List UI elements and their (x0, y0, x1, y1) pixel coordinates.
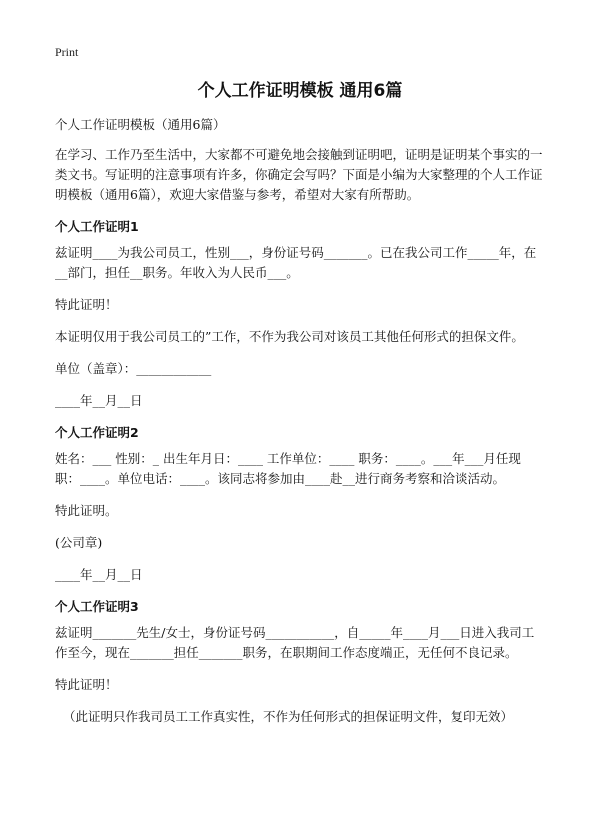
section-2-stamp: (公司章) (55, 535, 103, 550)
section-2-body: 姓名：___ 性别：_ 出生年月日：____ 工作单位：____ 职务：____。___年___月任现职：____。单位电话：____。该同志将参加由____赴__进行商务考察和洽谈活动。 (55, 451, 521, 486)
section-1-disclaimer: 本证明仅用于我公司员工的”工作，不作为我公司对该员工其他任何形式的担保文件。 (55, 329, 524, 344)
section-3-final: （此证明只作我司员工工作真实性，不作为任何形式的担保证明文件，复印无效） (63, 709, 514, 724)
section-3-heading: 个人工作证明3 (55, 599, 139, 614)
page-title: 个人工作证明模板 通用6篇 (197, 81, 403, 101)
doc-subtitle: 个人工作证明模板（通用6篇） (55, 117, 226, 132)
section-1-unit: 单位（盖章）：____________ (55, 361, 212, 376)
intro-paragraph: 在学习、工作乃至生活中，大家都不可避免地会接触到证明吧，证明是证明某个事实的一类文书。写证明的注意事项有许多，你确定会写吗？下面是小编为大家整理的个人工作证明模板（通用6篇），欢迎大家借鉴与参考，希望对大家有所帮助。 (55, 147, 543, 202)
section-3-note: 特此证明！ (55, 677, 118, 692)
document-page (55, 76, 545, 727)
section-1-note: 特此证明！ (55, 297, 118, 312)
section-3-body: 兹证明_______先生/女士，身份证号码___________，自_____年____月___日进入我司工作至今，现在_______担任_______职务，在职期间工作态度端正，无任何不良记录。 (55, 625, 535, 660)
section-2-date: ____年__月__日 (55, 567, 143, 582)
print-label: Print (55, 45, 79, 59)
section-2-note: 特此证明。 (55, 503, 118, 518)
section-1-body: 兹证明____为我公司员工，性别___，身份证号码_______。已在我公司工作_____年，在__部门，担任__职务。年收入为人民币___。 (55, 245, 537, 280)
section-2-heading: 个人工作证明2 (55, 425, 139, 440)
section-1-heading: 个人工作证明1 (55, 219, 139, 234)
section-1-date: ____年__月__日 (55, 393, 143, 408)
